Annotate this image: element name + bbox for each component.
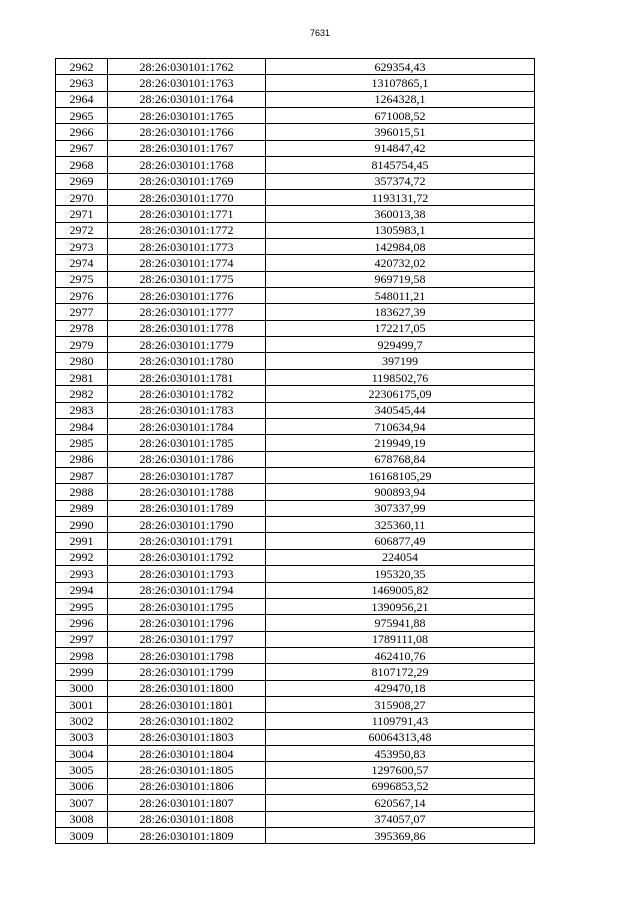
value-cell: 975941,88 bbox=[266, 615, 535, 631]
row-number-cell: 2992 bbox=[56, 549, 108, 565]
table-row bbox=[56, 75, 535, 91]
value-cell: 900893,94 bbox=[266, 484, 535, 500]
value-cell: 453950,83 bbox=[266, 746, 535, 762]
table-row bbox=[56, 124, 535, 140]
row-number-cell: 2981 bbox=[56, 369, 108, 385]
row-number-cell: 2991 bbox=[56, 533, 108, 549]
page-number: 7631 bbox=[309, 28, 331, 38]
cadastral-number-cell: 28:26:030101:1765 bbox=[108, 108, 266, 124]
table-row bbox=[56, 795, 535, 811]
value-cell: 22306175,09 bbox=[266, 386, 535, 402]
table-row bbox=[56, 500, 535, 516]
cadastral-number-cell: 28:26:030101:1790 bbox=[108, 517, 266, 533]
cadastral-number-cell: 28:26:030101:1781 bbox=[108, 369, 266, 385]
row-number-cell: 3007 bbox=[56, 795, 108, 811]
table-row bbox=[56, 337, 535, 353]
value-cell: 620567,14 bbox=[266, 795, 535, 811]
table-row bbox=[56, 386, 535, 402]
value-cell: 307337,99 bbox=[266, 500, 535, 516]
row-number-cell: 2977 bbox=[56, 304, 108, 320]
value-cell: 142984,08 bbox=[266, 238, 535, 254]
cadastral-number-cell: 28:26:030101:1784 bbox=[108, 418, 266, 434]
value-cell: 16168105,29 bbox=[266, 467, 535, 483]
row-number-cell: 3000 bbox=[56, 680, 108, 696]
cadastral-number-cell: 28:26:030101:1786 bbox=[108, 451, 266, 467]
value-cell: 1264328,1 bbox=[266, 91, 535, 107]
row-number-cell: 2986 bbox=[56, 451, 108, 467]
cadastral-number-cell: 28:26:030101:1766 bbox=[108, 124, 266, 140]
row-number-cell: 2973 bbox=[56, 238, 108, 254]
row-number-cell: 2996 bbox=[56, 615, 108, 631]
cadastral-number-cell: 28:26:030101:1789 bbox=[108, 500, 266, 516]
value-cell: 429470,18 bbox=[266, 680, 535, 696]
table-row bbox=[56, 140, 535, 156]
row-number-cell: 2989 bbox=[56, 500, 108, 516]
cadastral-number-cell: 28:26:030101:1775 bbox=[108, 271, 266, 287]
table-row bbox=[56, 615, 535, 631]
cadastral-number-cell: 28:26:030101:1767 bbox=[108, 140, 266, 156]
table-row bbox=[56, 631, 535, 647]
row-number-cell: 2964 bbox=[56, 91, 108, 107]
cadastral-number-cell: 28:26:030101:1805 bbox=[108, 762, 266, 778]
cadastral-number-cell: 28:26:030101:1787 bbox=[108, 467, 266, 483]
table-row bbox=[56, 353, 535, 369]
value-cell: 396015,51 bbox=[266, 124, 535, 140]
row-number-cell: 2987 bbox=[56, 467, 108, 483]
table-row bbox=[56, 713, 535, 729]
value-cell: 374057,07 bbox=[266, 811, 535, 827]
table-row bbox=[56, 255, 535, 271]
cadastral-number-cell: 28:26:030101:1785 bbox=[108, 435, 266, 451]
value-cell: 315908,27 bbox=[266, 697, 535, 713]
value-cell: 360013,38 bbox=[266, 206, 535, 222]
value-cell: 1198502,76 bbox=[266, 369, 535, 385]
cadastral-number-cell: 28:26:030101:1764 bbox=[108, 91, 266, 107]
row-number-cell: 2968 bbox=[56, 157, 108, 173]
cadastral-number-cell: 28:26:030101:1791 bbox=[108, 533, 266, 549]
table-row bbox=[56, 778, 535, 794]
table-row bbox=[56, 320, 535, 336]
cadastral-number-cell: 28:26:030101:1795 bbox=[108, 598, 266, 614]
cadastral-number-cell: 28:26:030101:1769 bbox=[108, 173, 266, 189]
cadastral-number-cell: 28:26:030101:1777 bbox=[108, 304, 266, 320]
cadastral-number-cell: 28:26:030101:1783 bbox=[108, 402, 266, 418]
row-number-cell: 2994 bbox=[56, 582, 108, 598]
row-number-cell: 2967 bbox=[56, 140, 108, 156]
value-cell: 606877,49 bbox=[266, 533, 535, 549]
value-cell: 678768,84 bbox=[266, 451, 535, 467]
row-number-cell: 2988 bbox=[56, 484, 108, 500]
table-row bbox=[56, 157, 535, 173]
row-number-cell: 2979 bbox=[56, 337, 108, 353]
row-number-cell: 2976 bbox=[56, 288, 108, 304]
value-cell: 629354,43 bbox=[266, 59, 535, 75]
table-row bbox=[56, 206, 535, 222]
table-row bbox=[56, 271, 535, 287]
table-row bbox=[56, 549, 535, 565]
cadastral-number-cell: 28:26:030101:1778 bbox=[108, 320, 266, 336]
table-row bbox=[56, 59, 535, 75]
table-row bbox=[56, 418, 535, 434]
value-cell: 397199 bbox=[266, 353, 535, 369]
table-body bbox=[56, 59, 535, 844]
table-row bbox=[56, 288, 535, 304]
row-number-cell: 3006 bbox=[56, 778, 108, 794]
value-cell: 914847,42 bbox=[266, 140, 535, 156]
cadastral-number-cell: 28:26:030101:1762 bbox=[108, 59, 266, 75]
value-cell: 8145754,45 bbox=[266, 157, 535, 173]
cadastral-number-cell: 28:26:030101:1776 bbox=[108, 288, 266, 304]
row-number-cell: 2966 bbox=[56, 124, 108, 140]
cadastral-number-cell: 28:26:030101:1779 bbox=[108, 337, 266, 353]
table-row bbox=[56, 582, 535, 598]
table-row bbox=[56, 451, 535, 467]
cadastral-number-cell: 28:26:030101:1808 bbox=[108, 811, 266, 827]
value-cell: 60064313,48 bbox=[266, 729, 535, 745]
value-cell: 325360,11 bbox=[266, 517, 535, 533]
row-number-cell: 2982 bbox=[56, 386, 108, 402]
table-row bbox=[56, 467, 535, 483]
row-number-cell: 2990 bbox=[56, 517, 108, 533]
row-number-cell: 3001 bbox=[56, 697, 108, 713]
cadastral-number-cell: 28:26:030101:1802 bbox=[108, 713, 266, 729]
cadastral-number-cell: 28:26:030101:1770 bbox=[108, 189, 266, 205]
table-row bbox=[56, 435, 535, 451]
cadastral-number-cell: 28:26:030101:1809 bbox=[108, 827, 266, 843]
value-cell: 395369,86 bbox=[266, 827, 535, 843]
row-number-cell: 2975 bbox=[56, 271, 108, 287]
cadastral-number-cell: 28:26:030101:1796 bbox=[108, 615, 266, 631]
row-number-cell: 3003 bbox=[56, 729, 108, 745]
cadastral-number-cell: 28:26:030101:1794 bbox=[108, 582, 266, 598]
cadastral-number-cell: 28:26:030101:1780 bbox=[108, 353, 266, 369]
row-number-cell: 2998 bbox=[56, 647, 108, 663]
table-row bbox=[56, 402, 535, 418]
cadastral-number-cell: 28:26:030101:1804 bbox=[108, 746, 266, 762]
value-cell: 172217,05 bbox=[266, 320, 535, 336]
value-cell: 1390956,21 bbox=[266, 598, 535, 614]
value-cell: 183627,39 bbox=[266, 304, 535, 320]
value-cell: 357374,72 bbox=[266, 173, 535, 189]
row-number-cell: 3004 bbox=[56, 746, 108, 762]
table-row bbox=[56, 484, 535, 500]
table-row bbox=[56, 304, 535, 320]
value-cell: 462410,76 bbox=[266, 647, 535, 663]
table-row bbox=[56, 566, 535, 582]
value-cell: 1305983,1 bbox=[266, 222, 535, 238]
row-number-cell: 2962 bbox=[56, 59, 108, 75]
cadastral-number-cell: 28:26:030101:1772 bbox=[108, 222, 266, 238]
value-cell: 1297600,57 bbox=[266, 762, 535, 778]
table-row bbox=[56, 664, 535, 680]
table-row bbox=[56, 238, 535, 254]
table-row bbox=[56, 533, 535, 549]
table-row bbox=[56, 369, 535, 385]
table-row bbox=[56, 222, 535, 238]
table-row bbox=[56, 680, 535, 696]
row-number-cell: 2972 bbox=[56, 222, 108, 238]
cadastral-number-cell: 28:26:030101:1797 bbox=[108, 631, 266, 647]
value-cell: 340545,44 bbox=[266, 402, 535, 418]
cadastral-number-cell: 28:26:030101:1803 bbox=[108, 729, 266, 745]
cadastral-number-cell: 28:26:030101:1782 bbox=[108, 386, 266, 402]
cadastral-number-cell: 28:26:030101:1763 bbox=[108, 75, 266, 91]
row-number-cell: 2980 bbox=[56, 353, 108, 369]
row-number-cell: 2985 bbox=[56, 435, 108, 451]
data-table bbox=[55, 58, 535, 844]
value-cell: 6996853,52 bbox=[266, 778, 535, 794]
row-number-cell: 2970 bbox=[56, 189, 108, 205]
table-row bbox=[56, 827, 535, 843]
value-cell: 1469005,82 bbox=[266, 582, 535, 598]
table-row bbox=[56, 729, 535, 745]
cadastral-number-cell: 28:26:030101:1774 bbox=[108, 255, 266, 271]
value-cell: 219949,19 bbox=[266, 435, 535, 451]
cadastral-number-cell: 28:26:030101:1788 bbox=[108, 484, 266, 500]
row-number-cell: 2997 bbox=[56, 631, 108, 647]
table-row bbox=[56, 189, 535, 205]
cadastral-number-cell: 28:26:030101:1801 bbox=[108, 697, 266, 713]
table-row bbox=[56, 746, 535, 762]
row-number-cell: 2983 bbox=[56, 402, 108, 418]
cadastral-number-cell: 28:26:030101:1792 bbox=[108, 549, 266, 565]
table-row bbox=[56, 91, 535, 107]
cadastral-number-cell: 28:26:030101:1807 bbox=[108, 795, 266, 811]
value-cell: 1193131,72 bbox=[266, 189, 535, 205]
row-number-cell: 2993 bbox=[56, 566, 108, 582]
row-number-cell: 2971 bbox=[56, 206, 108, 222]
cadastral-number-cell: 28:26:030101:1793 bbox=[108, 566, 266, 582]
value-cell: 1109791,43 bbox=[266, 713, 535, 729]
cadastral-number-cell: 28:26:030101:1806 bbox=[108, 778, 266, 794]
cadastral-number-cell: 28:26:030101:1800 bbox=[108, 680, 266, 696]
cadastral-number-cell: 28:26:030101:1799 bbox=[108, 664, 266, 680]
value-cell: 1789111,08 bbox=[266, 631, 535, 647]
value-cell: 548011,21 bbox=[266, 288, 535, 304]
value-cell: 671008,52 bbox=[266, 108, 535, 124]
row-number-cell: 3005 bbox=[56, 762, 108, 778]
cadastral-number-cell: 28:26:030101:1771 bbox=[108, 206, 266, 222]
value-cell: 224054 bbox=[266, 549, 535, 565]
row-number-cell: 2984 bbox=[56, 418, 108, 434]
row-number-cell: 3002 bbox=[56, 713, 108, 729]
value-cell: 929499,7 bbox=[266, 337, 535, 353]
cadastral-number-cell: 28:26:030101:1768 bbox=[108, 157, 266, 173]
row-number-cell: 2978 bbox=[56, 320, 108, 336]
row-number-cell: 2974 bbox=[56, 255, 108, 271]
row-number-cell: 2969 bbox=[56, 173, 108, 189]
cadastral-number-cell: 28:26:030101:1798 bbox=[108, 647, 266, 663]
row-number-cell: 2999 bbox=[56, 664, 108, 680]
table-row bbox=[56, 647, 535, 663]
row-number-cell: 2995 bbox=[56, 598, 108, 614]
row-number-cell: 3009 bbox=[56, 827, 108, 843]
table-row bbox=[56, 762, 535, 778]
row-number-cell: 2965 bbox=[56, 108, 108, 124]
value-cell: 420732,02 bbox=[266, 255, 535, 271]
value-cell: 13107865,1 bbox=[266, 75, 535, 91]
row-number-cell: 2963 bbox=[56, 75, 108, 91]
table-row bbox=[56, 108, 535, 124]
value-cell: 969719,58 bbox=[266, 271, 535, 287]
row-number-cell: 3008 bbox=[56, 811, 108, 827]
cadastral-number-cell: 28:26:030101:1773 bbox=[108, 238, 266, 254]
table-row bbox=[56, 697, 535, 713]
value-cell: 195320,35 bbox=[266, 566, 535, 582]
value-cell: 8107172,29 bbox=[266, 664, 535, 680]
value-cell: 710634,94 bbox=[266, 418, 535, 434]
table-row bbox=[56, 173, 535, 189]
table-row bbox=[56, 811, 535, 827]
table-row bbox=[56, 598, 535, 614]
table-row bbox=[56, 517, 535, 533]
